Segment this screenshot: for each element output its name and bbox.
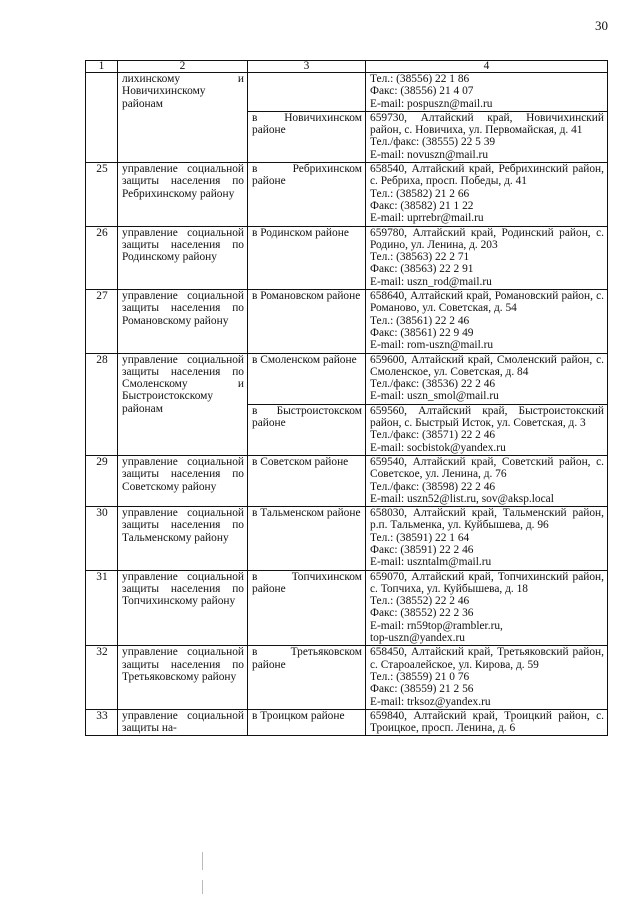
table-row xyxy=(86,455,608,506)
contact-line: 659600, Алтайский край, Смоленский район, с. Смоленское, ул. Советская, д. 84 xyxy=(370,353,604,378)
district-name: в Топчихинском районе xyxy=(248,570,366,646)
row-number xyxy=(86,73,118,163)
district-name: в Советском районе xyxy=(248,455,366,506)
contact-line: E-mail: socbistok@yandex.ru xyxy=(370,441,506,454)
row-number: 33 xyxy=(86,709,118,736)
row-number: 26 xyxy=(86,226,118,289)
contact-line: Факс: (38556) 21 4 07 xyxy=(370,85,474,98)
column-header: 1 xyxy=(86,61,118,73)
agency-name: управление социальной защиты населения по Тальменскому району xyxy=(118,507,248,570)
contact-info xyxy=(366,404,608,455)
contact-line: 659560, Алтайский край, Быстроистокский район, с. Быстрый Исток, ул. Советская, д. 3 xyxy=(370,404,604,430)
contact-line: Тел.: (38559) 21 0 76 xyxy=(370,670,470,683)
contact-line: E-mail: novuszn@mail.ru xyxy=(370,148,489,161)
table-row xyxy=(86,709,608,736)
row-number: 25 xyxy=(86,163,118,226)
table-row xyxy=(86,163,608,226)
district-name: в Тальменском районе xyxy=(248,507,366,570)
agency-name: управление социальной защиты населения по Родинскому району xyxy=(118,226,248,289)
contact-line: 658640, Алтайский край, Романовский район, с. Романово, ул. Советская, д. 54 xyxy=(370,290,604,315)
contact-info xyxy=(366,353,608,404)
table-header-row xyxy=(86,61,608,73)
contact-line: 658450, Алтайский край, Третьяковский район, с. Староалейское, ул. Кирова, д. 59 xyxy=(370,646,604,671)
scan-artifact xyxy=(202,880,203,894)
row-number: 28 xyxy=(86,353,118,455)
table-row xyxy=(86,290,608,353)
contact-info xyxy=(366,163,608,226)
contact-line: 659070, Алтайский край, Топчихинский район, с. Топчиха, ул. Куйбышева, д. 18 xyxy=(370,570,604,595)
agency-name: управление социальной защиты населения по Топчихинскому району xyxy=(118,570,248,646)
contact-info xyxy=(366,111,608,162)
contact-info xyxy=(366,646,608,709)
district-name: в Новичихинском районе xyxy=(248,111,366,162)
agency-name: управление социальной защиты населения по Третьяковскому району xyxy=(118,646,248,709)
contact-info xyxy=(366,226,608,289)
contact-info xyxy=(366,73,608,112)
table-body xyxy=(86,73,608,736)
contact-line: top-uszn@yandex.ru xyxy=(370,632,465,645)
contact-line: Факс: (38561) 22 9 49 xyxy=(370,326,474,339)
contact-line: Тел.: (38563) 22 2 71 xyxy=(370,251,470,264)
contact-info xyxy=(366,455,608,506)
contact-line: 659840, Алтайский край, Троицкий район, с. Троицкое, просп. Ленина, д. 6 xyxy=(370,709,604,735)
contact-line: 659780, Алтайский край, Родинский район, с. Родино, ул. Ленина, д. 203 xyxy=(370,226,604,251)
contact-line: Тел./факс: (38598) 22 2 46 xyxy=(370,480,496,493)
district-name: в Романовском районе xyxy=(248,290,366,353)
row-number: 31 xyxy=(86,570,118,646)
contact-line: Тел.: (38591) 22 1 64 xyxy=(370,531,470,544)
contact-info xyxy=(366,709,608,736)
row-number: 32 xyxy=(86,646,118,709)
contact-line: Тел.: (38561) 22 2 46 xyxy=(370,314,470,327)
contact-line: E-mail: rn59top@rambler.ru, xyxy=(370,619,503,632)
contact-line: 658540, Алтайский край, Ребрихинский район, с. Ребриха, просп. Победы, д. 41 xyxy=(370,163,604,188)
contact-line: E-mail: uszntalm@mail.ru xyxy=(370,556,492,569)
contact-line: E-mail: rom-uszn@mail.ru xyxy=(370,339,494,352)
contact-line: E-mail: pospuszn@mail.ru xyxy=(370,97,493,110)
agency-name: управление социальной защиты населения по Романовскому району xyxy=(118,290,248,353)
table-row xyxy=(86,353,608,404)
agency-name: управление социальной защиты населения по Смоленскому и Быстроистокскому районам xyxy=(118,353,248,455)
contact-line: Тел./факс: (38571) 22 2 46 xyxy=(370,429,496,442)
page-number: 30 xyxy=(595,18,608,33)
agency-name: лихинскому и Новичихинскому районам xyxy=(118,73,248,163)
agency-name: управление социальной защиты на- xyxy=(118,709,248,736)
contact-line: Тел.: (38582) 21 2 66 xyxy=(370,187,470,200)
social-protection-directory-table xyxy=(85,60,608,736)
agency-name: управление социальной защиты населения по Ребрихинскому району xyxy=(118,163,248,226)
district-name: в Ребрихинском районе xyxy=(248,163,366,226)
contact-line: E-mail: uszn_smol@mail.ru xyxy=(370,390,499,403)
column-header: 2 xyxy=(118,61,248,73)
contact-line: 659540, Алтайский край, Советский район, с. Советское, ул. Ленина, д. 76 xyxy=(370,455,604,481)
contact-line: Факс: (38552) 22 2 36 xyxy=(370,607,474,620)
contact-line: Тел./факс: (38536) 22 2 46 xyxy=(370,378,496,391)
contact-line: 659730, Алтайский край, Новичихинский район, с. Новичиха, ул. Первомайская, д. 41 xyxy=(370,111,604,137)
table-row xyxy=(86,646,608,709)
row-number: 30 xyxy=(86,507,118,570)
contact-line: E-mail: trksoz@yandex.ru xyxy=(370,695,491,708)
contact-line: Факс: (38563) 22 2 91 xyxy=(370,263,474,276)
contact-line: Факс: (38591) 22 2 46 xyxy=(370,543,474,556)
row-number: 27 xyxy=(86,290,118,353)
agency-name: управление социальной защиты населения по Советскому району xyxy=(118,455,248,506)
district-name: в Родинском районе xyxy=(248,226,366,289)
contact-line: Факс: (38559) 21 2 56 xyxy=(370,683,474,696)
contact-line: E-mail: uszn_rod@mail.ru xyxy=(370,275,492,288)
district-name: в Быстроистокском районе xyxy=(248,404,366,455)
contact-line: Тел./факс: (38555) 22 5 39 xyxy=(370,136,496,149)
contact-line: E-mail: uszn52@list.ru, sov@aksp.local xyxy=(370,492,554,505)
contact-line: Тел.: (38552) 22 2 46 xyxy=(370,595,470,608)
table-row xyxy=(86,570,608,646)
contact-line: Тел.: (38556) 22 1 86 xyxy=(370,73,470,85)
contact-line: 658030, Алтайский край, Тальменский район, р.п. Тальменка, ул. Куйбышева, д. 96 xyxy=(370,507,604,532)
district-name xyxy=(248,73,366,112)
district-name: в Троицком районе xyxy=(248,709,366,736)
scan-artifact xyxy=(202,852,203,870)
contact-line: Факс: (38582) 21 1 22 xyxy=(370,199,474,212)
district-name: в Третьяковском районе xyxy=(248,646,366,709)
table-row xyxy=(86,226,608,289)
column-header: 3 xyxy=(248,61,366,73)
contact-info xyxy=(366,570,608,646)
table-row xyxy=(86,507,608,570)
contact-info xyxy=(366,290,608,353)
column-header: 4 xyxy=(366,61,608,73)
contact-line: E-mail: uprrebr@mail.ru xyxy=(370,212,484,225)
contact-info xyxy=(366,507,608,570)
table-row xyxy=(86,73,608,112)
row-number: 29 xyxy=(86,455,118,506)
district-name: в Смоленском районе xyxy=(248,353,366,404)
